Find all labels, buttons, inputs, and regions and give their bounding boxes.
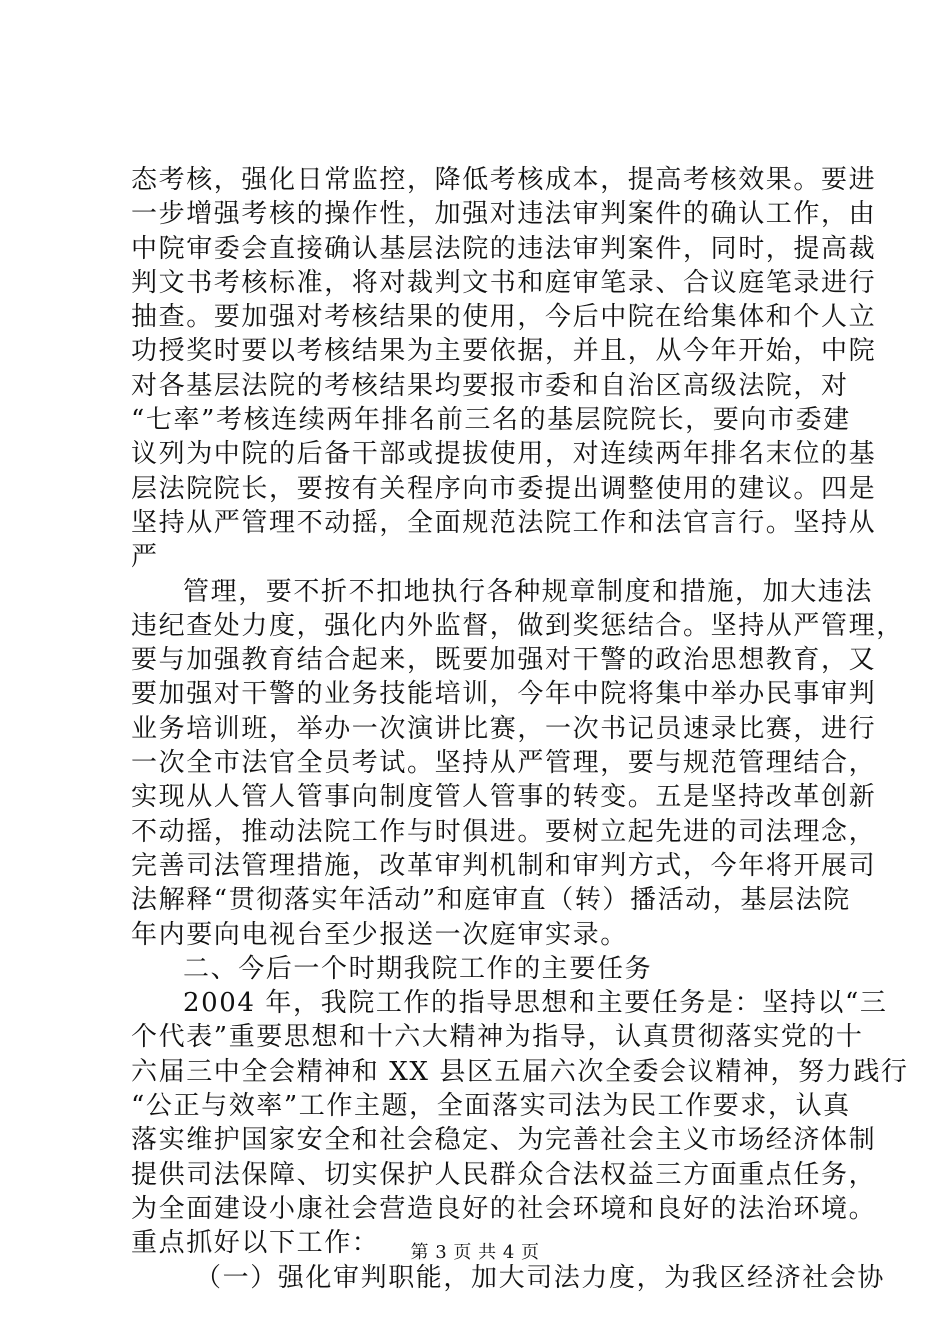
body-text [131, 163, 909, 1295]
text-line: 完善司法管理措施，改革审判机制和审判方式，今年将开展司 [131, 850, 877, 881]
subsection-heading: （一）强化审判职能，加大司法力度，为我区经济社会协 [195, 1262, 886, 1293]
text-line: 实现从人管人管事向制度管人管事的转变。五是坚持改革创新 [131, 782, 877, 813]
text-line: 业务培训班，举办一次演讲比赛，一次书记员速录比赛，进行 [131, 713, 877, 744]
text-line: 层法院院长，要按有关程序向市委提出调整使用的建议。四是 [131, 473, 877, 504]
text-line: “七率”考核连续两年排名前三名的基层院院长，要向市委建 [131, 405, 851, 436]
text-line: 重点抓好以下工作： [131, 1228, 380, 1259]
text-line: 要与加强教育结合起来，既要加强对干警的政治思想教育，又 [131, 645, 877, 676]
text-line: 议列为中院的后备干部或提拔使用，对连续两年排名末位的基 [131, 439, 877, 470]
text-line: 提供司法保障、切实保护人民群众合法权益三方面重点任务， [131, 1159, 877, 1190]
text-line: 违纪查处力度，强化内外监督，做到奖惩结合。坚持从严管理， [131, 610, 904, 641]
text-line: 中院审委会直接确认基层法院的违法审判案件，同时，提高裁 [131, 233, 877, 264]
text-line: 对各基层法院的考核结果均要报市委和自治区高级法院，对 [131, 370, 849, 401]
text-line: 抽查。要加强对考核结果的使用，今后中院在给集体和个人立 [131, 302, 877, 333]
text-line: 年内要向电视台至少报送一次庭审实录。 [131, 919, 628, 950]
text-line: 严 [131, 542, 159, 573]
text-line: 落实维护国家安全和社会稳定、为完善社会主义市场经济体制 [131, 1125, 877, 1156]
text-line: 判文书考核标准，将对裁判文书和庭审笔录、合议庭笔录进行 [131, 267, 877, 298]
section-heading: 二、今后一个时期我院工作的主要任务 [183, 953, 653, 984]
text-line: 坚持从严管理不动摇，全面规范法院工作和法官言行。坚持从 [131, 507, 877, 538]
text-line: 六届三中全会精神和 XX 县区五届六次全委会议精神，努力践行 [131, 1056, 909, 1087]
paragraph-start-line: 2004 年，我院工作的指导思想和主要任务是：坚持以“三 [183, 988, 888, 1019]
text-line: 个代表”重要思想和十六大精神为指导，认真贯彻落实党的十 [131, 1022, 864, 1053]
text-line: 态考核，强化日常监控，降低考核成本，提高考核效果。要进 [131, 165, 877, 195]
text-line: 一次全市法官全员考试。坚持从严管理，要与规范管理结合， [131, 748, 877, 779]
text-line: 要加强对干警的业务技能培训，今年中院将集中举办民事审判 [131, 679, 877, 710]
page-footer [0, 1238, 950, 1264]
paragraph-start-line: 管理，要不折不扣地执行各种规章制度和措施，加大违法 [183, 576, 874, 607]
page-number: 第 3 页 共 4 页 [410, 1242, 540, 1263]
text-line: “公正与效率”工作主题，全面落实司法为民工作要求，认真 [131, 1091, 851, 1122]
text-line: 为全面建设小康社会营造良好的社会环境和良好的法治环境。 [131, 1193, 877, 1224]
text-line: 法解释“贯彻落实年活动”和庭审直（转）播活动，基层法院 [131, 885, 851, 916]
text-line: 一步增强考核的操作性，加强对违法审判案件的确认工作，由 [131, 199, 877, 230]
text-line: 功授奖时要以考核结果为主要依据，并且，从今年开始，中院 [131, 336, 877, 367]
text-line: 不动摇，推动法院工作与时俱进。要树立起先进的司法理念， [131, 816, 877, 847]
